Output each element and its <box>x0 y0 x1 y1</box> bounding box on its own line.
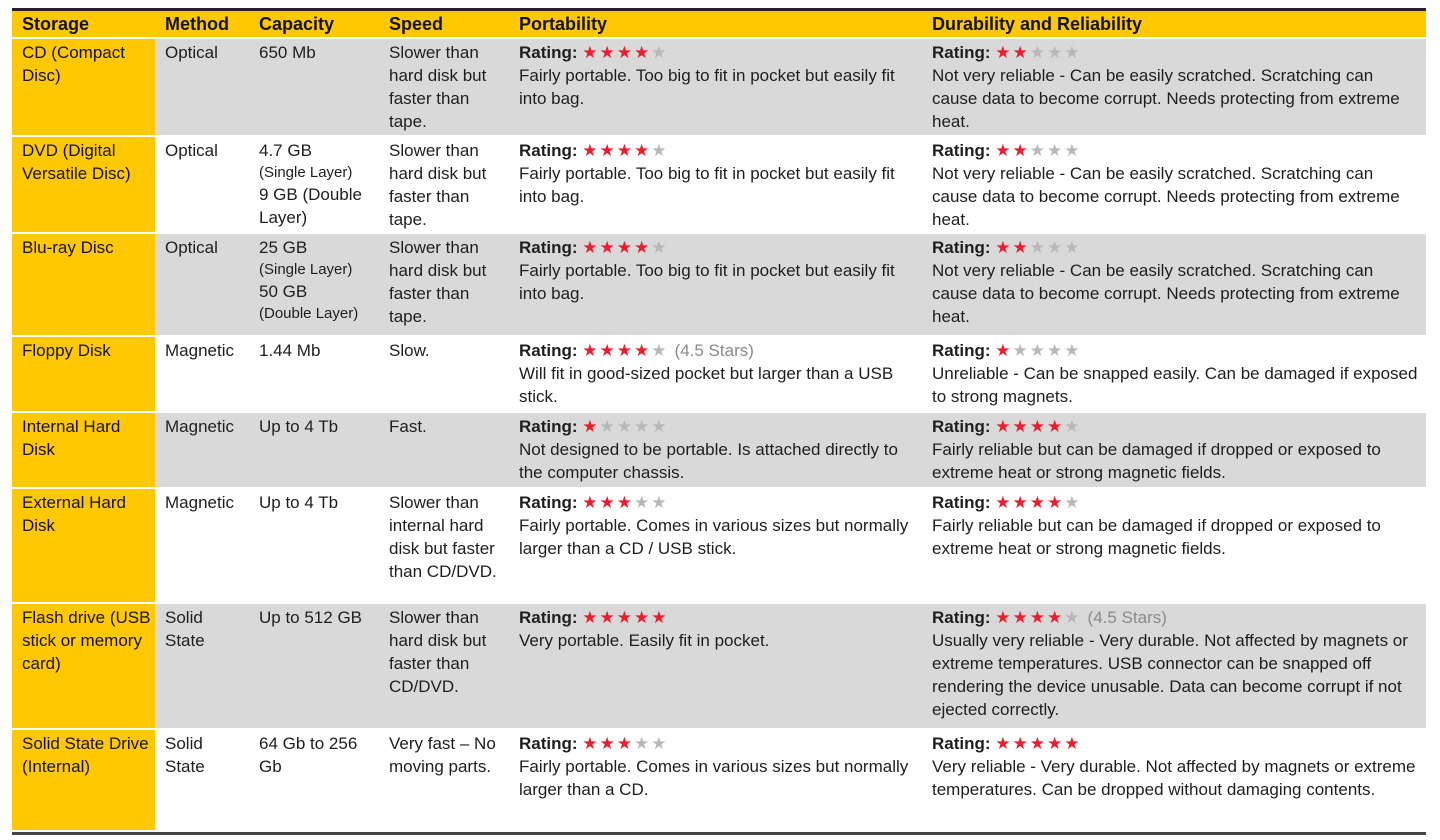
star-icon: ★ <box>634 417 652 436</box>
portability-cell <box>509 603 922 729</box>
durability-text: Very reliable - Very durable. Not affected by magnets or extreme temperatures. Can be dropped without damaging contents. <box>932 757 1416 799</box>
star-icon: ★ <box>1029 141 1048 160</box>
durability-cell <box>922 488 1426 603</box>
portability-text: Not designed to be portable. Is attached directly to the computer chassis. <box>519 440 898 482</box>
star-icon: ★ <box>599 417 617 436</box>
star-icon: ★ <box>634 734 652 753</box>
star-icon: ★ <box>599 341 617 360</box>
column-header-capacity: Capacity <box>249 11 379 38</box>
rating-label: Rating: <box>932 238 991 257</box>
star-icon: ★ <box>634 141 652 160</box>
table-row <box>12 603 1426 729</box>
star-icon: ★ <box>1012 493 1030 512</box>
star-icon: ★ <box>616 608 635 627</box>
rating-label: Rating: <box>932 734 991 753</box>
portability-text: Fairly portable. Too big to fit in pocket but easily fit into bag. <box>519 164 895 206</box>
rating-label: Rating: <box>932 141 991 160</box>
storage-cell: Flash drive (USB stick or memory card) <box>12 603 155 729</box>
method-cell: Magnetic <box>155 488 249 603</box>
capacity-cell <box>249 412 379 488</box>
star-icon: ★ <box>995 417 1013 436</box>
method-cell: Solid State <box>155 729 249 831</box>
capacity-cell <box>249 38 379 136</box>
star-icon: ★ <box>1047 493 1065 512</box>
star-icon: ★ <box>1029 734 1048 753</box>
rating-line <box>519 732 918 755</box>
durability-cell <box>922 38 1426 136</box>
star-icon: ★ <box>582 238 600 257</box>
star-icon: ★ <box>1029 608 1048 627</box>
portability-cell <box>509 136 922 233</box>
star-icon: ★ <box>599 734 617 753</box>
star-icon: ★ <box>1012 417 1030 436</box>
speed-cell: Fast. <box>379 412 509 488</box>
star-icon: ★ <box>995 734 1013 753</box>
star-icon: ★ <box>651 43 669 62</box>
method-cell: Optical <box>155 136 249 233</box>
star-icon: ★ <box>995 608 1013 627</box>
star-icon: ★ <box>1047 141 1065 160</box>
rating-label: Rating: <box>519 608 578 627</box>
star-icon: ★ <box>616 141 635 160</box>
star-icon: ★ <box>1047 608 1065 627</box>
rating-line <box>519 339 918 362</box>
capacity-line: Up to 4 Tb <box>259 417 339 436</box>
capacity-cell <box>249 336 379 412</box>
portability-text: Very portable. Easily fit in pocket. <box>519 631 770 650</box>
durability-text: Not very reliable - Can be easily scratched. Scratching can cause data to become corrupt. Needs protecting from extreme heat. <box>932 66 1400 131</box>
durability-text: Fairly reliable but can be damaged if dropped or exposed to extreme heat or strong magnetic fields. <box>932 440 1381 482</box>
durability-text: Unreliable - Can be snapped easily. Can be damaged if exposed to strong magnets. <box>932 364 1418 406</box>
capacity-cell <box>249 603 379 729</box>
column-header-durability: Durability and Reliability <box>922 11 1426 38</box>
storage-comparison-table <box>12 8 1426 835</box>
capacity-cell <box>249 233 379 336</box>
portability-text: Fairly portable. Comes in various sizes but normally larger than a CD. <box>519 757 909 799</box>
storage-cell: External Hard Disk <box>12 488 155 603</box>
portability-text: Will fit in good-sized pocket but larger than a USB stick. <box>519 364 894 406</box>
star-icon: ★ <box>634 341 652 360</box>
star-icon: ★ <box>582 341 600 360</box>
capacity-line: (Double Layer) <box>259 305 359 322</box>
star-icon: ★ <box>1012 734 1030 753</box>
star-icon: ★ <box>1029 417 1048 436</box>
rating-line <box>932 606 1422 629</box>
storage-cell: Blu-ray Disc <box>12 233 155 336</box>
durability-cell <box>922 412 1426 488</box>
speed-cell: Very fast – No moving parts. <box>379 729 509 831</box>
star-icon: ★ <box>1047 417 1065 436</box>
table-row <box>12 38 1426 136</box>
rating-label: Rating: <box>519 341 578 360</box>
portability-cell <box>509 488 922 603</box>
rating-line <box>519 606 918 629</box>
header-row <box>12 11 1426 38</box>
star-icon: ★ <box>1012 238 1030 257</box>
table-row <box>12 412 1426 488</box>
capacity-cell <box>249 488 379 603</box>
rating-note: (4.5 Stars) <box>674 341 754 360</box>
star-icon: ★ <box>634 238 652 257</box>
capacity-line: 64 Gb to 256 Gb <box>259 734 358 776</box>
portability-cell <box>509 38 922 136</box>
speed-cell: Slower than hard disk but faster than tape. <box>379 136 509 233</box>
method-cell: Magnetic <box>155 412 249 488</box>
rating-note: (4.5 Stars) <box>1087 608 1167 627</box>
storage-cell: Internal Hard Disk <box>12 412 155 488</box>
star-icon: ★ <box>651 141 669 160</box>
capacity-line: 650 Mb <box>259 43 316 62</box>
star-icon: ★ <box>599 608 617 627</box>
star-icon: ★ <box>1064 141 1082 160</box>
star-icon: ★ <box>1029 493 1048 512</box>
durability-text: Not very reliable - Can be easily scratched. Scratching can cause data to become corrupt. Needs protecting from extreme heat. <box>932 164 1400 229</box>
rating-line <box>519 415 918 438</box>
star-icon: ★ <box>582 43 600 62</box>
star-icon: ★ <box>651 608 669 627</box>
star-icon: ★ <box>1047 43 1065 62</box>
capacity-line: 4.7 GB <box>259 141 312 160</box>
method-cell: Magnetic <box>155 336 249 412</box>
star-icon: ★ <box>1047 238 1065 257</box>
table-row <box>12 488 1426 603</box>
star-icon: ★ <box>582 141 600 160</box>
star-icon: ★ <box>1064 238 1082 257</box>
rating-label: Rating: <box>519 43 578 62</box>
portability-text: Fairly portable. Too big to fit in pocket but easily fit into bag. <box>519 66 895 108</box>
star-icon: ★ <box>1064 493 1082 512</box>
star-icon: ★ <box>1064 341 1082 360</box>
star-icon: ★ <box>1064 608 1082 627</box>
rating-line <box>932 41 1422 64</box>
capacity-cell <box>249 729 379 831</box>
star-icon: ★ <box>634 608 652 627</box>
star-icon: ★ <box>616 417 635 436</box>
capacity-line: Up to 4 Tb <box>259 493 339 512</box>
speed-cell: Slower than internal hard disk but faster than CD/DVD. <box>379 488 509 603</box>
storage-cell: DVD (Digital Versatile Disc) <box>12 136 155 233</box>
storage-cell: CD (Compact Disc) <box>12 38 155 136</box>
star-icon: ★ <box>599 141 617 160</box>
rating-label: Rating: <box>932 608 991 627</box>
table-row <box>12 729 1426 831</box>
capacity-line: Up to 512 GB <box>259 608 363 627</box>
star-icon: ★ <box>1064 734 1082 753</box>
portability-text: Fairly portable. Comes in various sizes but normally larger than a CD / USB stick. <box>519 516 909 558</box>
star-icon: ★ <box>1064 43 1082 62</box>
star-icon: ★ <box>1012 341 1030 360</box>
capacity-line: 9 GB (Double Layer) <box>259 185 362 227</box>
rating-label: Rating: <box>519 417 578 436</box>
rating-label: Rating: <box>932 43 991 62</box>
storage-cell: Floppy Disk <box>12 336 155 412</box>
durability-text: Usually very reliable - Very durable. Not affected by magnets or extreme temperatures. USB connector can be snapped off rendering the device unusable. Data can become corrupt if not ejected correctly. <box>932 631 1408 719</box>
rating-line <box>519 491 918 514</box>
rating-line <box>519 236 918 259</box>
rating-line <box>519 139 918 162</box>
column-header-method: Method <box>155 11 249 38</box>
portability-cell <box>509 412 922 488</box>
durability-cell <box>922 233 1426 336</box>
star-icon: ★ <box>634 493 652 512</box>
rating-label: Rating: <box>519 141 578 160</box>
star-icon: ★ <box>1012 43 1030 62</box>
star-icon: ★ <box>1064 417 1082 436</box>
portability-cell <box>509 336 922 412</box>
portability-cell <box>509 233 922 336</box>
star-icon: ★ <box>1029 238 1048 257</box>
star-icon: ★ <box>599 238 617 257</box>
star-icon: ★ <box>582 493 600 512</box>
star-icon: ★ <box>1047 734 1065 753</box>
star-icon: ★ <box>1012 608 1030 627</box>
portability-cell <box>509 729 922 831</box>
star-icon: ★ <box>616 43 635 62</box>
rating-label: Rating: <box>932 493 991 512</box>
star-icon: ★ <box>1012 141 1030 160</box>
rating-line <box>932 732 1422 755</box>
table-body <box>12 38 1426 831</box>
star-icon: ★ <box>1047 341 1065 360</box>
star-icon: ★ <box>1029 341 1048 360</box>
column-header-portability: Portability <box>509 11 922 38</box>
capacity-line: 1.44 Mb <box>259 341 321 360</box>
durability-cell <box>922 136 1426 233</box>
durability-text: Fairly reliable but can be damaged if dropped or exposed to extreme heat or strong magnetic fields. <box>932 516 1381 558</box>
star-icon: ★ <box>582 417 600 436</box>
star-icon: ★ <box>616 341 635 360</box>
table-row <box>12 233 1426 336</box>
capacity-line: 25 GB <box>259 238 308 257</box>
table-row <box>12 136 1426 233</box>
star-icon: ★ <box>651 734 669 753</box>
durability-cell <box>922 336 1426 412</box>
rating-label: Rating: <box>932 341 991 360</box>
capacity-cell <box>249 136 379 233</box>
star-icon: ★ <box>995 141 1013 160</box>
method-cell: Optical <box>155 233 249 336</box>
speed-cell: Slow. <box>379 336 509 412</box>
rating-line <box>932 139 1422 162</box>
star-icon: ★ <box>599 43 617 62</box>
rating-label: Rating: <box>519 493 578 512</box>
star-icon: ★ <box>651 238 669 257</box>
star-icon: ★ <box>634 43 652 62</box>
comparison-table <box>12 11 1426 832</box>
column-header-storage: Storage <box>12 11 155 38</box>
portability-text: Fairly portable. Too big to fit in pocket but easily fit into bag. <box>519 261 895 303</box>
star-icon: ★ <box>616 734 635 753</box>
star-icon: ★ <box>616 238 635 257</box>
capacity-line: (Single Layer) <box>259 261 353 278</box>
star-icon: ★ <box>651 417 669 436</box>
star-icon: ★ <box>651 341 669 360</box>
rating-label: Rating: <box>519 734 578 753</box>
star-icon: ★ <box>995 43 1013 62</box>
speed-cell: Slower than hard disk but faster than CD/DVD. <box>379 603 509 729</box>
star-icon: ★ <box>651 493 669 512</box>
star-icon: ★ <box>995 341 1013 360</box>
speed-cell: Slower than hard disk but faster than tape. <box>379 38 509 136</box>
star-icon: ★ <box>616 493 635 512</box>
table-row <box>12 336 1426 412</box>
speed-cell: Slower than hard disk but faster than tape. <box>379 233 509 336</box>
storage-cell: Solid State Drive (Internal) <box>12 729 155 831</box>
method-cell: Solid State <box>155 603 249 729</box>
star-icon: ★ <box>995 238 1013 257</box>
star-icon: ★ <box>599 493 617 512</box>
capacity-line: (Single Layer) <box>259 164 353 181</box>
rating-line <box>932 415 1422 438</box>
durability-cell <box>922 729 1426 831</box>
star-icon: ★ <box>1029 43 1048 62</box>
rating-line <box>932 236 1422 259</box>
rating-line <box>932 339 1422 362</box>
star-icon: ★ <box>582 608 600 627</box>
method-cell: Optical <box>155 38 249 136</box>
rating-label: Rating: <box>519 238 578 257</box>
column-header-speed: Speed <box>379 11 509 38</box>
durability-text: Not very reliable - Can be easily scratched. Scratching can cause data to become corrupt. Needs protecting from extreme heat. <box>932 261 1400 326</box>
rating-line <box>519 41 918 64</box>
rating-line <box>932 491 1422 514</box>
star-icon: ★ <box>995 493 1013 512</box>
rating-label: Rating: <box>932 417 991 436</box>
capacity-line: 50 GB <box>259 282 308 301</box>
durability-cell <box>922 603 1426 729</box>
star-icon: ★ <box>582 734 600 753</box>
